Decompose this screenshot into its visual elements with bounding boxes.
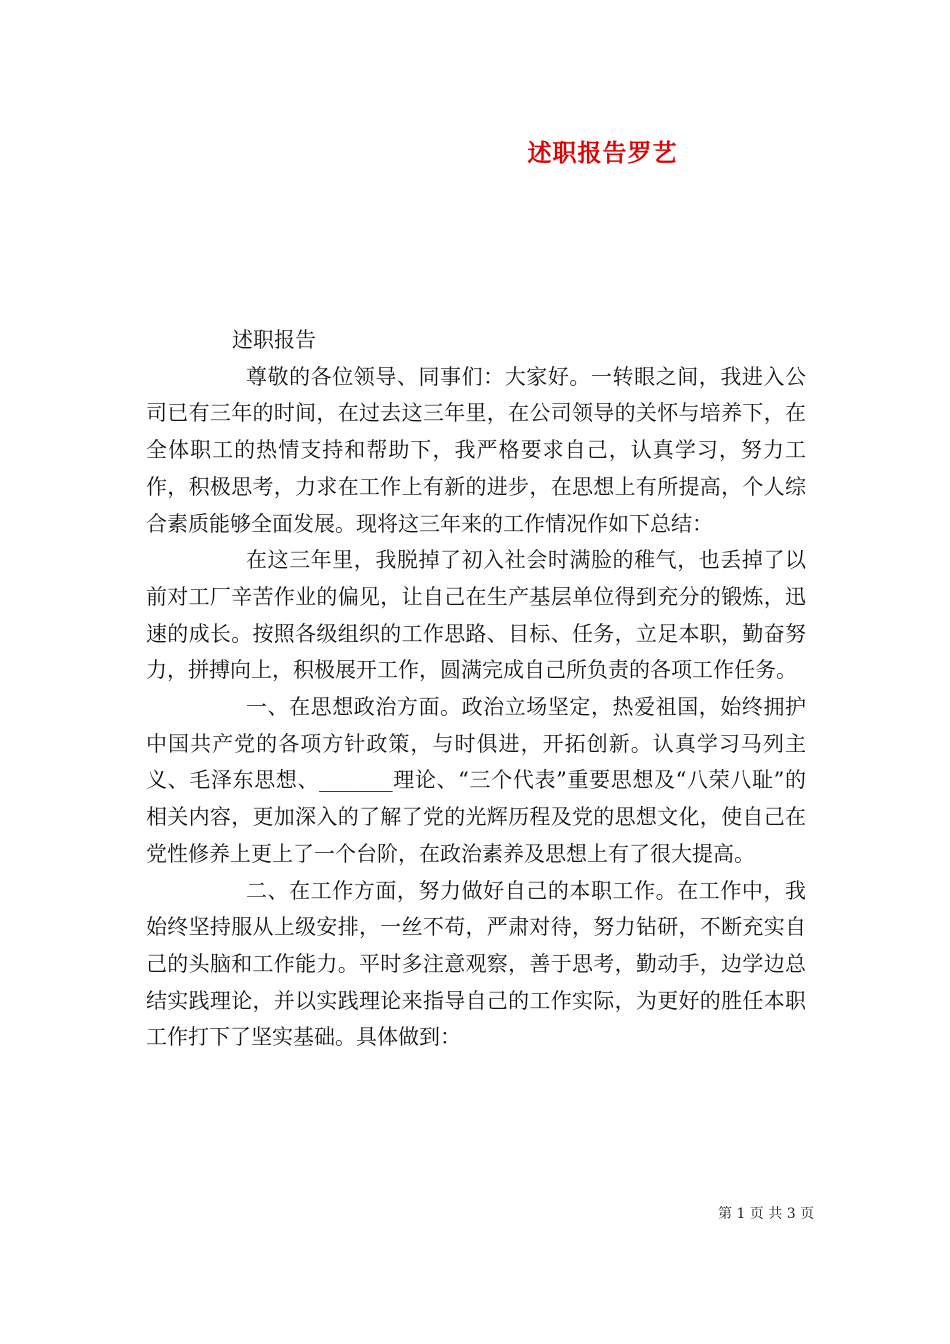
paragraph-greeting: 尊敬的各位领导、同事们：大家好。一转眼之间，我进入公司已有三年的时间，在过去这三年里，在公司领导的关怀与培养下，在全体职工的热情支持和帮助下，我严格要求自己，认真学习，努力工作，积极思考，力求在工作上有新的进步，在思想上有所提高，个人综合素质能够全面发展。现将这三年来的工作情况作如下总结：	[146, 364, 806, 536]
paragraph-growth: 在这三年里，我脱掉了初入社会时满脸的稚气，也丢掉了以前对工厂辛苦作业的偏见，让自己在生产基层单位得到充分的锻炼，迅速的成长。按照各级组织的工作思路、目标、任务，立足本职，勤奋努力，拼搏向上，积极展开工作，圆满完成自己所负责的各项工作任务。	[146, 548, 806, 683]
page-title: 述职报告罗艺	[527, 138, 678, 167]
paragraph-political: 一、在思想政治方面。政治立场坚定，热爱祖国，始终拥护中国共产党的各项方针政策，与时俱进，开拓创新。认真学习马列主义、毛泽东思想、_______理论、“三个代表”重要思想及“八荣八耻”的相关内容，更加深入的了解了党的光辉历程及党的思想文化，使自己在党性修养上更上了一个台阶，在政治素养及思想上有了很大提高。	[146, 695, 806, 866]
document-heading: 述职报告	[232, 328, 316, 352]
paragraph-work: 二、在工作方面，努力做好自己的本职工作。在工作中，我始终坚持服从上级安排，一丝不苟，严肃对待，努力钻研，不断充实自己的头脑和工作能力。平时多注意观察，善于思考，勤动手，边学边总结实践理论，并以实践理论来指导自己的工作实际，为更好的胜任本职工作打下了坚实基础。具体做到：	[146, 878, 806, 1050]
page-footer: 第 1 页 共 3 页	[718, 1206, 815, 1222]
document-body	[146, 322, 806, 1056]
